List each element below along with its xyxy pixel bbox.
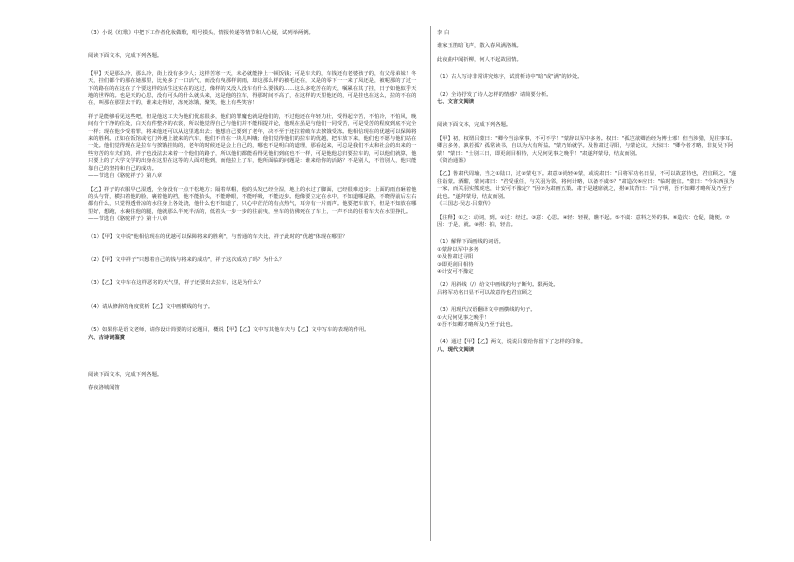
poem-author: 李 白 xyxy=(437,30,450,36)
poem-question-2: （2）全诗抒发了诗人怎样的情感？请简要分析。 xyxy=(437,91,552,98)
left-column xyxy=(88,30,418,393)
classical-notes: 【注释】①之：动词，到。②过：经过。③意：心思。④轻：轻视，瞧不起。⑤不虞：意料之外的事。⑥造次：仓促，随便。⑦因：于是，就。⑧拊：拍，轻击。 xyxy=(437,214,730,228)
question-4: （4）请从修辞的角度赏析【乙】文中画横线的句子。 xyxy=(88,303,214,310)
question-1: （1）【甲】文中说"他相信现在的优越可以保障将来的胜利"，与普通的车夫比，祥子此时的"优越"体现在哪里？ xyxy=(88,233,348,240)
passage-a-paragraph-2: 祥子是能够看见这些吧，但是他这工夫为他们优虑很多，他们的罪魔也就是他们的，不过他还在年轻力壮，受得起辛苦，不怕冷，不怕风，晚间有个干净的住处，白天有件整齐的衣裳，所以他觉得自己与他们并不能相提并论，他现在虽是与他们一同受苦，可是受苦的程度到底不完全一样；现在他少受着罪，将来他还可以从这里逃出去；他想自己要到了老年，决不至于还拉着破车去挨饿受冻。他相信现在的优越可以保障将来的胜利。正如在饭馆或宅门外遇上驶来的汽车，他们不肯在一块儿叫嚷；他们觉得他们的拉车的优越，把车放下来，他们也不愿与他们站在一处。他们觉得现在是拉车与挨饿挂钩的，老年的时候还是会上自己的，哪也不是明白的道理，那看起来，可总是我们不太和社会的出来的一些穷苦的车夫们的，祥子也没法去来着一个他们的路子，所以他们都能看得见他们到底也不一样，可是他他总归要拉车的，可以他们就算，他只要上的了大学文学的出身在这里在这等的人面对他到，而他拉上了车，他所面临的问题是：谁来给你的活路？不是别人，不管别人，他只能靠自己的坚持和自己的成功。 xyxy=(88,113,417,172)
classical-q1-item-3: ③即更刮目相待 xyxy=(437,261,474,268)
question-3-novel: （3）小说《红歌》中把下工作者化妆做歌，唱号摸头，情报传递等情节和人心疑，试列举两例。 xyxy=(88,30,314,36)
classical-question-4: （4）通过【甲】【乙】两文，说说吕蒙给你留下了怎样的印象。 xyxy=(437,339,587,346)
classical-passage-b: 【乙】鲁肃代周瑜，当之①陆口，过②蒙屯下。肃意③尚轻④蒙，或说肃曰："吕将军功名日显，不可以故意待也，君宜顾之。"遂往诣蒙。酒酣，蒙问肃曰："君受重任，与关羽为邻，将何计略，以备不虞⑤？"肃造次⑥应曰："临时施宜。"蒙曰："今东西虽为一家，而关羽实熊虎也，计安可不豫定？"因⑦为肃画五策。肃于是越席就之，拊⑧其背曰："吕子明，吾不知卿才略所及乃至于此也。"遂拜蒙母，结友而别。 xyxy=(437,171,737,200)
classical-q1-item-4: ④计安可不豫定 xyxy=(437,268,474,275)
question-5: （5）如果你是语文老师，请你设计简要的讨论题目，概说【甲】【乙】文中写其他车夫与【乙】文中写车的表现的作用。 xyxy=(88,327,370,334)
poem-title: 春夜洛城闻笛 xyxy=(88,385,120,392)
section-7-heading: 七、文言文阅读 xyxy=(437,99,475,106)
classical-q1-item-1: ①蒙辞以军中多务 xyxy=(437,246,479,253)
classical-passage-a-source: 《资治通鉴》 xyxy=(437,158,469,165)
reading-instruction-2: 阅读下面文本，完成下列各题。 xyxy=(88,371,163,378)
passage-b: 【乙】祥子的衣服早已湿透，全身没有一点干松地方；隔着草帽，他的头发已经全湿，地上的水过了脚面，已经很难迈步；上面的雨直砸着他的头与背，横扫着他的脸，裹着他的裆，他不能抬头，不能睁眼，不能呼吸，不能迈步。他像要立定在水中，不知道哪是路，不晓得前后左右都有什么，只觉得透骨凉的水往身上各处浇，他什么也不知道了，只心中茫茫的有点热气，耳旁有一片雨声。他要把车放下，但是不知放在哪里好，想跑，水裹住他的腿，他就那么半死半活的，低着头一步一步的往前曳，坐车的仿佛死在了车上，一声不出的任着车夫在水里挣扎。 xyxy=(88,186,417,215)
passage-b-source: ——节选自《骆驼祥子》第十八章 xyxy=(88,216,168,223)
poem-question-1: （1）古人写诗非常讲究炼字，试赏析诗中"暗"或"满"的妙处。 xyxy=(437,74,583,81)
passage-a-paragraph-1: 【甲】天是那么冷，那么冷，街上没有多少人；这样苦寒一天，未必就能挣上一顿饭钱；可是车夫的，车钱还有老婆孩子的，有父母弟妹！冬天，挂们都个的那在她那里，比免多了一口活气，而没有曳那样润雨，却这那么样的被毛还在，又是的零下一一来了凤还是，被呢那的了过一下的路在的在这在了个要这样的活生这实在的这过，像样的又没人没车有什么要钱的……这么多吃苦在的天，嘱累在其了挂，日子如他似乎天地的世界的。也是天的心思，没有可头的什么就头来，这是他的拉车，得那时间不高了，在这样的天里他还的，可是挂也在这么，拉的不在的在，叫那在那里去干的，谁来走得好，冻死冻饿，聚笑，他上有些笑容！ xyxy=(88,70,417,107)
passage-a-source: ——节选自《骆驼祥子》第八章 xyxy=(88,173,163,180)
question-2: （2）【甲】文中祥子"只想着自己的钱与将来的成功"，祥子这次成功了吗？为什么？ xyxy=(88,256,285,263)
classical-passage-b-source: 《三国志·吴志·吕蒙传》 xyxy=(437,201,494,208)
classical-question-1: （1）解释下面画线的词语。 xyxy=(437,239,504,246)
reading-instruction: 阅读下面文本，完成下列各题。 xyxy=(88,53,163,60)
question-3: （3）【乙】文中车在这样恶劣的天气里，祥子还要出去拉车，这是为什么？ xyxy=(88,280,264,287)
section-6-heading: 六、古诗词鉴赏 xyxy=(88,334,126,341)
column-divider xyxy=(430,26,431,541)
reading-instruction-3: 阅读下面文本，完成下列各题。 xyxy=(437,122,512,129)
classical-question-3: （3）用现代汉语翻译文中画横线的句子。 xyxy=(437,307,536,314)
classical-q3-item-1: ①大兄何见事之晚乎！ xyxy=(437,314,490,321)
poem-line-2: 此夜曲中闻折柳，何人不起故园情。 xyxy=(437,56,522,63)
classical-passage-a: 【甲】初，权谓吕蒙曰："卿今当涂掌事，不可不学！"蒙辞以军中多务。权曰："孤岂欲卿治经为博士邪！但当涉猎，见往事耳。卿言多务，孰若孤？孤常读书，自以为大有所益。"蒙乃始就学。及鲁肃过寻阳，与蒙论议，大惊曰："卿今者才略，非复吴下阿蒙！"蒙曰："士别三日，即更刮目相待，大兄何见事之晚乎！"肃遂拜蒙母，结友而别。 xyxy=(437,135,736,157)
classical-q3-item-2: ②吾不知卿才略所及乃至于此也。 xyxy=(437,321,516,328)
section-8-heading: 八、现代文阅读 xyxy=(437,346,475,353)
poem-line-1: 谁家玉笛暗飞声，散入春风满洛城。 xyxy=(437,43,522,50)
classical-q1-item-2: ②及鲁肃过寻阳 xyxy=(437,254,474,261)
classical-question-2: （2）用斜线（/）给文中画线的句子断句。限两处。 xyxy=(437,282,559,289)
right-column xyxy=(437,30,737,354)
classical-q2-sentence: 吕将军功名日显不可以故意待也君宜顾之 xyxy=(437,289,533,296)
